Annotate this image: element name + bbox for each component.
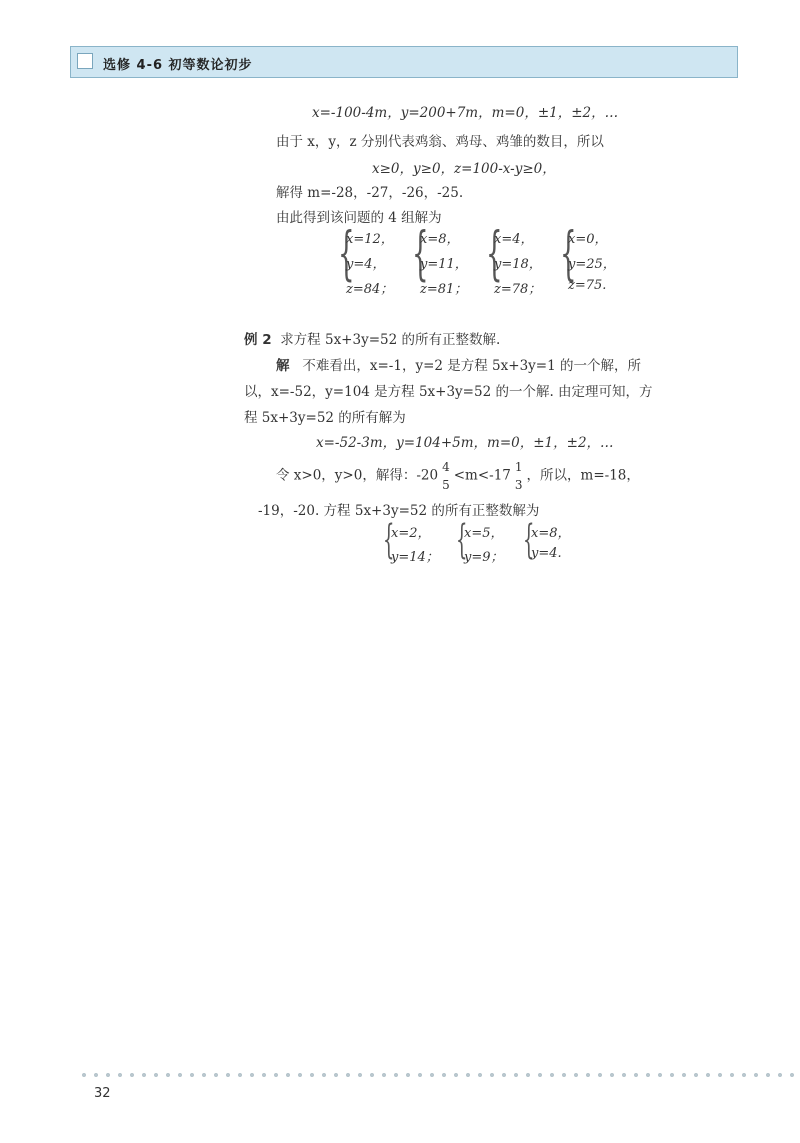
general-solution-line: x=-100-4m，y=200+7m，m=0，±1，±2，… (312, 105, 619, 121)
left-brace: { (412, 219, 429, 287)
left-brace: { (383, 517, 395, 563)
solution-line-1: 解 不难看出，x=-1，y=2 是方程 5x+3y=1 的一个解，所 (276, 358, 641, 374)
example-statement: 求方程 5x+3y=52 的所有正整数解. (280, 332, 501, 348)
positive-solution-3: { x=8， y=4. (523, 517, 571, 563)
positive-solutions-intro: -19，-20. 方程 5x+3y=52 的所有正整数解为 (258, 503, 540, 519)
left-brace: { (523, 517, 535, 563)
solution-system-2: { x=8， y=11， z=81； (412, 219, 468, 297)
solution-line-2: 以，x=-52，y=104 是方程 5x+3y=52 的一个解. 由定理可知，方 (244, 384, 653, 400)
general-solution-example: x=-52-3m，y=104+5m，m=0，±1，±2，… (316, 435, 614, 451)
positive-solution-2: { x=5， y=9； (456, 517, 504, 565)
header-marker-square (77, 53, 93, 69)
solution-system-4: { x=0， y=25， z=75. (560, 219, 616, 293)
solution-system-1: { x=12， y=4， z=84； (338, 219, 394, 297)
solution-line-3: 程 5x+3y=52 的所有解为 (244, 410, 406, 426)
fraction-1-3: 1 3 (514, 460, 523, 492)
example-label: 例 2 (244, 332, 272, 348)
solution-system-3: { x=4， y=18， z=78； (486, 219, 542, 297)
left-brace: { (456, 517, 468, 563)
chapter-header-bar (70, 46, 738, 78)
example-2-heading (244, 328, 500, 348)
four-solutions-intro: 由此得到该问题的 4 组解为 (276, 210, 442, 226)
variables-explanation: 由于 x，y，z 分别代表鸡翁、鸡母、鸡雏的数目，所以 (276, 134, 604, 150)
positive-solution-1: { x=2， y=14； (383, 517, 439, 565)
solution-label: 解 (276, 358, 290, 374)
footer-dotted-rule (78, 1072, 798, 1078)
solve-m-line: 解得 m=-28，-27，-26，-25. (276, 185, 464, 201)
page-number: 32 (94, 1086, 111, 1101)
left-brace: { (560, 219, 577, 287)
left-brace: { (338, 219, 355, 287)
fraction-4-5: 4 5 (442, 460, 450, 492)
inequality-line: 令 x>0，y>0，解得：-20 4 5 <m<-17 1 3 ，所以，m=-18， (276, 460, 640, 492)
chapter-title: 选修 4-6 初等数论初步 (103, 58, 253, 73)
left-brace: { (486, 219, 503, 287)
constraint-line: x≥0，y≥0，z=100-x-y≥0， (372, 161, 556, 177)
